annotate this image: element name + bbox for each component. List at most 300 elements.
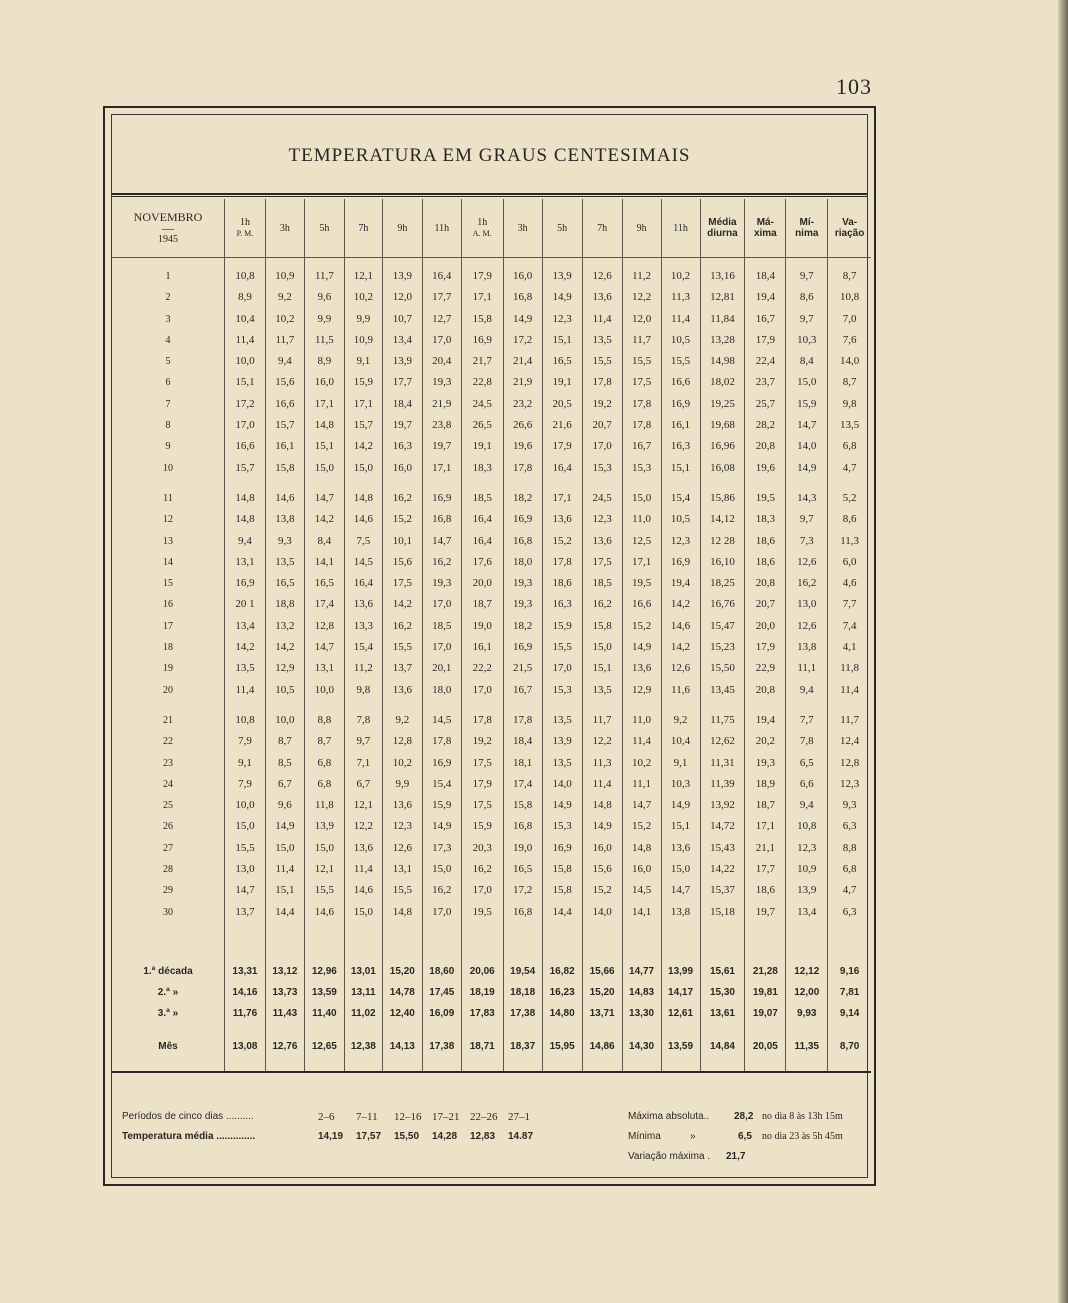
decade-mean-value: 19,54: [504, 961, 543, 982]
day-row: [112, 488, 871, 509]
temperature-value: 19,7: [423, 436, 462, 457]
temperature-value: 8,9: [305, 351, 345, 372]
temperature-value: 19,1: [543, 372, 583, 393]
temperature-value: 13,2: [266, 616, 305, 637]
month-mean-value: 18,37: [504, 1036, 543, 1057]
temperature-value: 16,10: [701, 552, 746, 573]
temperature-value: 14,7: [305, 637, 345, 658]
header-stat-2: [745, 199, 786, 257]
period-range: 7–11: [356, 1111, 378, 1123]
temperature-value: 18,9: [745, 774, 786, 795]
temperature-value: 16,6: [623, 594, 662, 615]
temperature-value: 14,2: [345, 436, 383, 457]
temperature-value: 6,8: [842, 863, 857, 876]
temperature-value: 15,5: [225, 838, 266, 859]
temperature-value: 14,98: [701, 351, 746, 372]
temperature-value: 6,8: [305, 774, 345, 795]
temperature-value: 14,9: [623, 637, 662, 658]
temperature-value: 12,0: [383, 287, 423, 308]
temperature-value: 17,2: [504, 330, 543, 351]
temperature-value: 7,5: [345, 531, 383, 552]
temperature-value: 9,1: [225, 753, 266, 774]
temperature-value: 6,0: [842, 555, 857, 568]
spacer-cell: [543, 1057, 583, 1071]
temperature-value: 23,7: [745, 372, 786, 393]
temperature-value: 18,0: [504, 552, 543, 573]
temperature-value: 15,0: [345, 458, 383, 479]
decade-mean-value: 13,30: [623, 1003, 662, 1024]
temperature-value: 24,5: [583, 488, 623, 509]
spacer-cell: [383, 479, 423, 488]
temperature-value: 12,6: [786, 616, 828, 637]
spacer-cell: [266, 1057, 305, 1071]
temperature-value: 17,4: [305, 594, 345, 615]
temperature-value: 17,7: [423, 287, 462, 308]
temperature-value: 15,8: [462, 309, 504, 330]
summary-mid-gap: [112, 1024, 871, 1036]
temperature-value: 19,5: [745, 488, 786, 509]
temperature-value: 10,8: [225, 710, 266, 731]
temperature-value: 12,3: [786, 838, 828, 859]
temperature-value: 14,2: [383, 594, 423, 615]
temperature-value: 17,9: [745, 330, 786, 351]
temperature-value: 19,0: [504, 838, 543, 859]
temperature-value: 10,8: [225, 266, 266, 287]
temperature-value: 14,0: [543, 774, 583, 795]
month-mean-value: 12,38: [345, 1036, 383, 1057]
header-hour-label: 5h: [319, 222, 330, 234]
temperature-value: 14,9: [543, 287, 583, 308]
temperature-value: 15,2: [583, 880, 623, 901]
day-row: [112, 509, 871, 530]
temperature-value: 19,3: [504, 573, 543, 594]
temperature-value: 15,0: [423, 859, 462, 880]
temperature-value: 17,5: [462, 753, 504, 774]
temperature-value: 17,5: [623, 372, 662, 393]
temperature-value: 16,9: [225, 573, 266, 594]
temperature-value: 17,4: [504, 774, 543, 795]
spacer-cell: [701, 1024, 746, 1036]
temperature-value: 19,0: [462, 616, 504, 637]
decade-summary-row: [112, 961, 871, 982]
temperature-value: 12,6: [383, 838, 423, 859]
temperature-value: 11,3: [583, 753, 623, 774]
temperature-value: 24,5: [462, 394, 504, 415]
temperature-value: 18,4: [383, 394, 423, 415]
temperature-value: 13,4: [225, 616, 266, 637]
temperature-value: 11,1: [623, 774, 662, 795]
day-row: [112, 616, 871, 637]
day-number: 9: [112, 436, 225, 457]
temperature-value: 7,8: [786, 731, 828, 752]
temperature-value: 13,6: [383, 680, 423, 701]
temperature-value: 16,5: [266, 573, 305, 594]
day-number: 13: [112, 531, 225, 552]
decade-mean-value: 13,31: [225, 961, 266, 982]
decade-mean-value: 13,11: [345, 982, 383, 1003]
spacer-cell: [662, 701, 701, 710]
spacer-cell: [383, 1024, 423, 1036]
day-number: 14: [112, 552, 225, 573]
temperature-value: 17,8: [543, 552, 583, 573]
header-hour-6: [423, 199, 462, 257]
temperature-value: 14,1: [623, 902, 662, 923]
temperature-value: 15,5: [662, 351, 701, 372]
temperature-value: 12,0: [623, 309, 662, 330]
day-number: 27: [112, 838, 225, 859]
spacer-cell: [504, 701, 543, 710]
spacer-cell: [583, 1057, 623, 1071]
spacer-cell: [423, 1057, 462, 1071]
month-mean-value: 11,35: [786, 1036, 828, 1057]
title-divider-thin: [112, 196, 867, 197]
day-number: 26: [112, 816, 225, 837]
temperature-value: 14,6: [305, 902, 345, 923]
period-mean: 15,50: [394, 1131, 420, 1142]
decade-label: 1.ª década: [112, 961, 225, 982]
header-spacer: [112, 258, 871, 266]
day-number: 17: [112, 616, 225, 637]
temperature-value: 9,9: [383, 774, 423, 795]
temperature-value: 13,9: [543, 731, 583, 752]
temperature-value: 15,0: [305, 458, 345, 479]
temperature-value: 18,4: [504, 731, 543, 752]
temperature-value: 18,8: [266, 594, 305, 615]
spacer-cell: [266, 479, 305, 488]
temperature-value: 14,7: [662, 880, 701, 901]
temperature-value: 15,47: [701, 616, 746, 637]
temperature-value: 13,5: [543, 753, 583, 774]
day-number: 28: [112, 859, 225, 880]
temperature-value: 28,2: [745, 415, 786, 436]
decade-mean-value: 17,83: [462, 1003, 504, 1024]
temperature-value: 11,4: [583, 309, 623, 330]
temperature-value: 14,6: [266, 488, 305, 509]
temperature-value: 17,1: [623, 552, 662, 573]
temperature-value: 15,0: [225, 816, 266, 837]
decade-mean-value: 18,18: [504, 982, 543, 1003]
temperature-value: 17,1: [305, 394, 345, 415]
spacer-cell: [828, 1024, 871, 1036]
temperature-value: 12,8: [383, 731, 423, 752]
temperature-value: 21,1: [745, 838, 786, 859]
decade-summary-row: [112, 1003, 871, 1024]
period-range: 22–26: [470, 1111, 498, 1123]
temperature-value: 10,9: [266, 266, 305, 287]
temperature-value: 13,6: [623, 658, 662, 679]
decade-mean-value: 12,12: [786, 961, 828, 982]
decade-mean-value: 13,01: [345, 961, 383, 982]
temperature-value: 14,72: [701, 816, 746, 837]
temperature-value: 10,0: [266, 710, 305, 731]
temperature-value: 15,1: [543, 330, 583, 351]
temperature-value: 10,3: [786, 330, 828, 351]
temperature-value: 9,8: [345, 680, 383, 701]
temperature-value: 17,8: [504, 458, 543, 479]
temperature-value: 12,7: [423, 309, 462, 330]
temperature-value: 17,8: [462, 710, 504, 731]
temperature-value: 9,9: [305, 309, 345, 330]
temperature-value: 21,7: [462, 351, 504, 372]
day-row: [112, 458, 871, 479]
month-mean-value: 15,95: [543, 1036, 583, 1057]
header-hour-label: 1h: [477, 217, 488, 228]
decade-mean-value: 14,78: [383, 982, 423, 1003]
spacer-cell: [583, 479, 623, 488]
header-stat-3: [786, 199, 828, 257]
temperature-value: 15,1: [266, 880, 305, 901]
temperature-value: 8,7: [842, 270, 857, 282]
spacer-cell: [662, 923, 701, 961]
spacer-cell: [345, 258, 383, 266]
day-row: [112, 351, 871, 372]
temperature-value: 12,81: [701, 287, 746, 308]
temperature-value: 20,3: [462, 838, 504, 859]
absolute-max-label: Máxima absoluta..: [628, 1111, 710, 1122]
spacer-cell: [112, 701, 225, 710]
header-hour-8: [504, 199, 543, 257]
temperature-value: 20,5: [543, 394, 583, 415]
temperature-value: 10,5: [266, 680, 305, 701]
table-inner-frame: [111, 114, 868, 1178]
temperature-value: 9,3: [842, 799, 857, 812]
temperature-value: 5,2: [842, 491, 857, 504]
temperature-value: 12,6: [662, 658, 701, 679]
spacer-cell: [504, 1024, 543, 1036]
spacer-cell: [305, 479, 345, 488]
spacer-cell: [623, 701, 662, 710]
spacer-cell: [828, 1057, 871, 1071]
temperature-value: 16,8: [504, 531, 543, 552]
header-stat-1: [701, 199, 746, 257]
spacer-cell: [112, 923, 225, 961]
day-number: 11: [112, 488, 225, 509]
absolute-max-value: 28,2: [734, 1111, 754, 1122]
decade-label: 2.ª »: [112, 982, 225, 1003]
temperature-value: 16,0: [383, 458, 423, 479]
temperature-value: 17,8: [423, 731, 462, 752]
day-row: [112, 531, 871, 552]
decade-mean-value: 18,60: [423, 961, 462, 982]
temperature-value: 9,9: [345, 309, 383, 330]
spacer-cell: [745, 923, 786, 961]
day-number: 19: [112, 658, 225, 679]
decade-mean-value: 14,77: [623, 961, 662, 982]
temperature-value: 14,7: [786, 415, 828, 436]
temperature-value: 8,5: [266, 753, 305, 774]
temperature-value: 11,4: [662, 309, 701, 330]
spacer-cell: [266, 1024, 305, 1036]
temperature-value: 15,9: [423, 795, 462, 816]
temperature-value: 15,0: [662, 859, 701, 880]
period-mean: 14,28: [432, 1131, 458, 1142]
temperature-value: 14,9: [583, 816, 623, 837]
temperature-value: 15,6: [266, 372, 305, 393]
temperature-value: 16,0: [504, 266, 543, 287]
temperature-value: 11,7: [305, 266, 345, 287]
spacer-cell: [701, 1057, 746, 1071]
temperature-value: 20,1: [423, 658, 462, 679]
spacer-cell: [225, 923, 266, 961]
temperature-value: 17,2: [225, 394, 266, 415]
temperature-value: 13,7: [383, 658, 423, 679]
header-stat-line2: xima: [753, 228, 777, 239]
spacer-cell: [112, 1024, 225, 1036]
temperature-value: 19,1: [462, 436, 504, 457]
temperature-value: 14,9: [662, 795, 701, 816]
temperature-value: 11,4: [225, 330, 266, 351]
decade-mean-value: 14,17: [662, 982, 701, 1003]
temperature-value: 19,2: [462, 731, 504, 752]
temperature-value: 10,9: [345, 330, 383, 351]
temperature-value: 19,25: [701, 394, 746, 415]
day-row: [112, 266, 871, 287]
temperature-value: 8,9: [225, 287, 266, 308]
mean-temperature-values: [318, 1131, 546, 1142]
temperature-value: 16,0: [305, 372, 345, 393]
decade-mean-value: 12,40: [383, 1003, 423, 1024]
temperature-value: 15,2: [543, 531, 583, 552]
month-summary-row: [112, 1036, 871, 1057]
temperature-value: 21,9: [423, 394, 462, 415]
temperature-value: 12,3: [383, 816, 423, 837]
day-row: [112, 573, 871, 594]
temperature-value: 17,2: [504, 880, 543, 901]
spacer-cell: [112, 1057, 225, 1071]
header-stat-line1: Mí-: [799, 217, 814, 228]
temperature-value: 14,7: [623, 795, 662, 816]
temperature-value: 16,5: [504, 859, 543, 880]
header-hour-label: 11h: [434, 222, 450, 234]
temperature-value: 14,2: [266, 637, 305, 658]
spacer-cell: [383, 1057, 423, 1071]
temperature-value: 12,3: [543, 309, 583, 330]
header-stat-line2: riação: [834, 228, 865, 239]
temperature-value: 19,6: [504, 436, 543, 457]
temperature-value: 14,8: [225, 488, 266, 509]
day-row: [112, 552, 871, 573]
temperature-value: 16,2: [423, 880, 462, 901]
temperature-value: 12,4: [840, 735, 860, 748]
temperature-value: 9,8: [842, 397, 857, 410]
temperature-value: 25,7: [745, 394, 786, 415]
spacer-cell: [701, 258, 746, 266]
temperature-value: 15,2: [623, 816, 662, 837]
spacer-cell: [345, 701, 383, 710]
temperature-value: 15,4: [345, 637, 383, 658]
temperature-value: 22,2: [462, 658, 504, 679]
temperature-value: 11,3: [840, 534, 860, 547]
temperature-value: 6,3: [842, 820, 857, 833]
header-hour-9: [543, 199, 583, 257]
temperature-value: 11,7: [840, 713, 860, 726]
temperature-value: 15,0: [266, 838, 305, 859]
decade-mean-value: 15,20: [583, 982, 623, 1003]
temperature-value: 9,4: [786, 680, 828, 701]
month-mean-value: 18,71: [462, 1036, 504, 1057]
day-number: 4: [112, 330, 225, 351]
day-number: 24: [112, 774, 225, 795]
temperature-value: 14,9: [504, 309, 543, 330]
decade-mean-value: 13,73: [266, 982, 305, 1003]
temperature-value: 17,9: [462, 774, 504, 795]
temperature-value: 17,8: [583, 372, 623, 393]
temperature-value: 10,2: [266, 309, 305, 330]
temperature-value: 19,3: [745, 753, 786, 774]
temperature-value: 15,1: [662, 816, 701, 837]
temperature-value: 19,2: [583, 394, 623, 415]
temperature-value: 17,5: [462, 795, 504, 816]
temperature-value: 15,0: [623, 488, 662, 509]
temperature-value: 15,23: [701, 637, 746, 658]
temperature-value: 7,4: [842, 619, 857, 632]
spacer-cell: [383, 701, 423, 710]
month-mean-value: 12,65: [305, 1036, 345, 1057]
temperature-value: 4,6: [842, 577, 857, 590]
spacer-cell: [305, 1024, 345, 1036]
temperature-value: 19,4: [745, 287, 786, 308]
spacer-cell: [225, 1057, 266, 1071]
spacer-cell: [745, 479, 786, 488]
spacer-cell: [462, 1057, 504, 1071]
day-row: [112, 436, 871, 457]
header-hour-label: 1h: [239, 217, 250, 228]
temperature-value: 15,2: [383, 509, 423, 530]
decade-mean-value: 13,71: [583, 1003, 623, 1024]
temperature-value: 9,1: [345, 351, 383, 372]
temperature-value: 19,4: [662, 573, 701, 594]
temperature-value: 13,1: [383, 859, 423, 880]
temperature-value: 16,8: [504, 816, 543, 837]
temperature-value: 20 1: [225, 594, 266, 615]
day-number: 15: [112, 573, 225, 594]
temperature-value: 14,7: [225, 880, 266, 901]
spacer-cell: [462, 701, 504, 710]
temperature-value: 15,5: [305, 880, 345, 901]
spacer-cell: [828, 923, 871, 961]
temperature-value: 16,3: [662, 436, 701, 457]
day-row: [112, 680, 871, 701]
header-year: 1945: [157, 233, 178, 245]
temperature-value: 14,7: [305, 488, 345, 509]
temperature-value: 13,92: [701, 795, 746, 816]
temperature-value: 19,68: [701, 415, 746, 436]
spacer-cell: [383, 923, 423, 961]
temperature-value: 8,7: [305, 731, 345, 752]
temperature-value: 15,4: [423, 774, 462, 795]
temperature-value: 20,7: [583, 415, 623, 436]
temperature-value: 17,7: [745, 859, 786, 880]
spacer-cell: [623, 923, 662, 961]
temperature-value: 18,2: [504, 616, 543, 637]
temperature-value: 14,2: [662, 637, 701, 658]
header-stat-line2: nima: [795, 228, 819, 239]
temperature-value: 15,5: [543, 637, 583, 658]
temperature-value: 16,4: [423, 266, 462, 287]
day-number: 25: [112, 795, 225, 816]
temperature-value: 6,3: [842, 905, 857, 918]
temperature-value: 7,8: [345, 710, 383, 731]
temperature-value: 4,1: [842, 641, 857, 654]
month-mean-value: 13,59: [662, 1036, 701, 1057]
header-hour-label: 5h: [557, 222, 568, 234]
decade-mean-value: 14,16: [225, 982, 266, 1003]
temperature-value: 8,6: [842, 513, 857, 526]
temperature-value: 17,9: [543, 436, 583, 457]
temperature-value: 22,9: [745, 658, 786, 679]
temperature-value: 16,3: [383, 436, 423, 457]
temperature-value: 16,5: [543, 351, 583, 372]
